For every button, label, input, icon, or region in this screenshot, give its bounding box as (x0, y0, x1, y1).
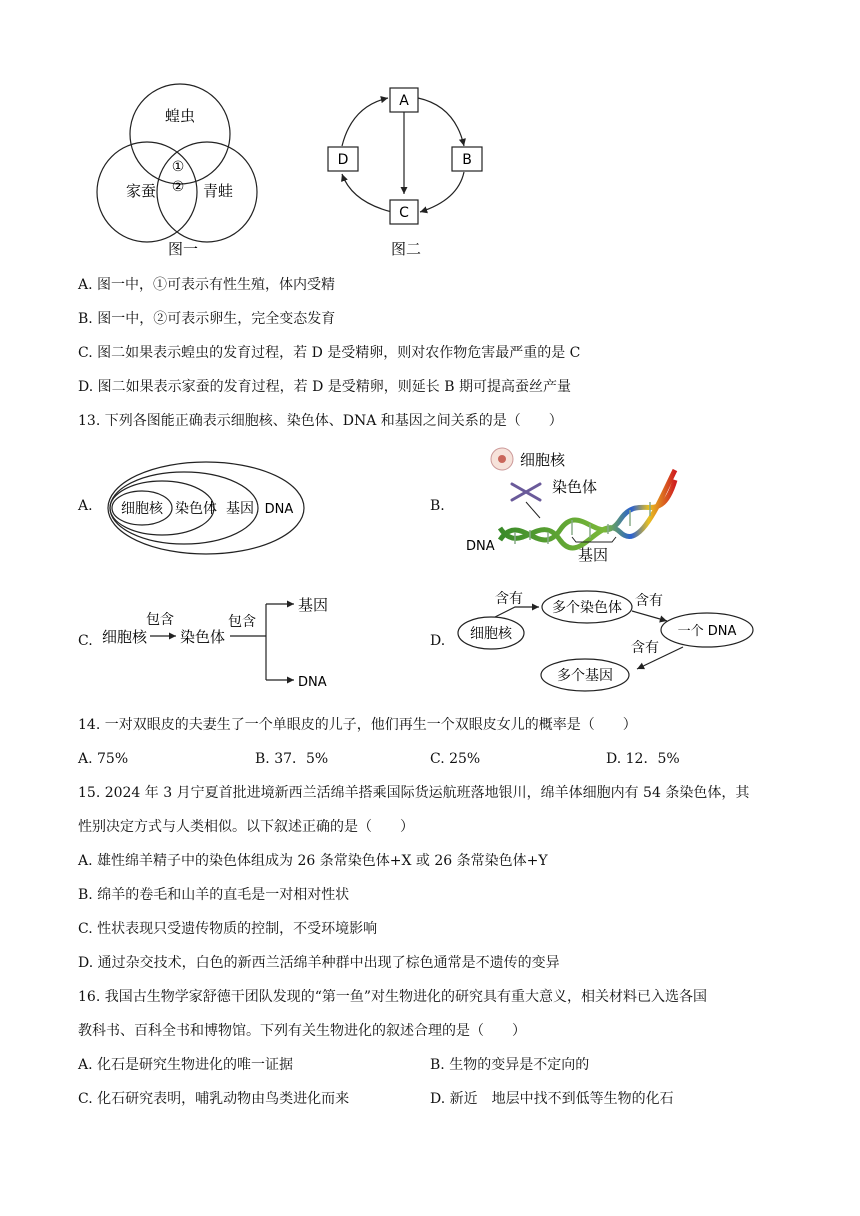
q15-option-d[interactable]: D. 通过杂交技术，白色的新西兰活绵羊种群中出现了棕色通常是不遗传的变异 (78, 955, 560, 971)
d-arrow-2 (632, 611, 667, 621)
b-label-nucleus: 细胞核 (520, 451, 566, 469)
a-label-dna: DNA (264, 502, 294, 517)
arrow-c-to-d (342, 174, 392, 212)
q16-option-a[interactable]: A. 化石是研究生物进化的唯一证据 (78, 1057, 294, 1073)
q14-option-d[interactable]: D. 12．5% (606, 751, 680, 767)
q12-option-b[interactable]: B. 图一中，②可表示卵生，完全变态发育 (78, 311, 336, 327)
c-label-gene: 基因 (298, 596, 329, 614)
region-mark-2: ② (171, 179, 185, 195)
d-label-nucleus: 细胞核 (470, 626, 512, 642)
arrow-a-to-b (418, 98, 464, 146)
q13-option-a-diagram (106, 458, 311, 558)
d-label-has-3: 含有 (631, 640, 659, 656)
q14-option-a[interactable]: A. 75% (78, 751, 129, 767)
q13-stem: 13. 下列各图能正确表示细胞核、染色体、DNA 和基因之间关系的是（ ） (78, 413, 563, 429)
q16-stem-line-2: 教科书、百科全书和博物馆。下列有关生物进化的叙述合理的是（ ） (78, 1023, 526, 1039)
q15-stem-line-2: 性别决定方式与人类相似。以下叙述正确的是（ ） (78, 819, 414, 835)
chromosome-icon (512, 484, 540, 500)
b-label-chromosome: 染色体 (552, 478, 598, 496)
figure-2-cycle-diagram (322, 82, 492, 260)
q13-option-c-label[interactable]: C. (78, 633, 93, 649)
b-label-dna: DNA (466, 539, 495, 554)
c-label-contain-1: 包含 (146, 612, 174, 628)
arrow-d-to-a (342, 98, 388, 146)
d-label-has-2: 含有 (635, 593, 663, 609)
q13-option-d-label[interactable]: D. (430, 633, 446, 649)
d-label-genes: 多个基因 (557, 668, 613, 684)
q16-option-c[interactable]: C. 化石研究表明，哺乳动物由鸟类进化而来 (78, 1091, 350, 1107)
q14-stem: 14. 一对双眼皮的夫妻生了一个单眼皮的儿子，他们再生一个双眼皮女儿的概率是（ ） (78, 717, 637, 733)
d-label-chromosomes: 多个染色体 (552, 600, 622, 616)
label-locust: 蝗虫 (164, 107, 196, 125)
figure-2-caption: 图二 (390, 240, 422, 258)
c-label-chromosome: 染色体 (180, 628, 226, 646)
a-label-chromosome: 染色体 (175, 501, 217, 517)
q12-option-d[interactable]: D. 图二如果表示家蚕的发育过程，若 D 是受精卵，则延长 B 期可提高蚕丝产量 (78, 379, 571, 395)
a-label-nucleus: 细胞核 (121, 501, 163, 517)
q13-option-a-label[interactable]: A. (78, 498, 93, 514)
figure-1-caption: 图一 (167, 240, 199, 258)
c-label-dna: DNA (298, 675, 327, 690)
q14-option-b[interactable]: B. 37．5% (255, 751, 329, 767)
q16-option-b[interactable]: B. 生物的变异是不定向的 (430, 1057, 590, 1073)
box-a-label: A (399, 93, 409, 109)
q12-option-c[interactable]: C. 图二如果表示蝗虫的发育过程，若 D 是受精卵，则对农作物危害最严重的是 C (78, 345, 581, 361)
c-label-nucleus: 细胞核 (102, 628, 148, 646)
box-c-label: C (399, 205, 409, 221)
box-d-label: D (337, 152, 349, 168)
q15-option-c[interactable]: C. 性状表现只受遗传物质的控制，不受环境影响 (78, 921, 378, 937)
q15-stem-line-1: 15. 2024 年 3 月宁夏首批进境新西兰活绵羊搭乘国际货运航班落地银川，绵羊体细胞内有 54 条染色体，其 (78, 785, 750, 801)
q16-option-d[interactable]: D. 新近 地层中找不到低等生物的化石 (430, 1091, 674, 1107)
q13-option-c-diagram (100, 588, 340, 690)
d-label-has-1: 含有 (495, 591, 523, 607)
q13-option-b-label[interactable]: B. (430, 498, 445, 514)
label-silkworm: 家蚕 (125, 182, 157, 200)
q15-option-b[interactable]: B. 绵羊的卷毛和山羊的直毛是一对相对性状 (78, 887, 350, 903)
q15-option-a[interactable]: A. 雄性绵羊精子中的染色体组成为 26 条常染色体+X 或 26 条常染色体+Y (78, 853, 548, 869)
a-label-gene: 基因 (226, 501, 254, 517)
arrow-b-to-c (420, 172, 464, 212)
d-arrow-1 (495, 607, 539, 617)
q12-option-a[interactable]: A. 图一中，①可表示有性生殖，体内受精 (78, 277, 336, 293)
q16-stem-line-1: 16. 我国古生物学家舒德干团队发现的“第一鱼”对生物进化的研究具有重大意义，相关材料已入选各国 (78, 989, 708, 1005)
q13-option-d-diagram (455, 585, 760, 695)
q13-option-b-diagram (460, 440, 690, 565)
figure-1-venn-diagram (95, 82, 265, 260)
c-label-contain-2: 包含 (228, 614, 256, 630)
b-label-gene: 基因 (578, 546, 609, 564)
box-b-label: B (462, 152, 472, 168)
d-label-dna: 一个 DNA (677, 624, 737, 639)
label-frog: 青蛙 (202, 182, 234, 200)
region-mark-1: ① (171, 159, 185, 175)
q14-option-c[interactable]: C. 25% (430, 751, 481, 767)
